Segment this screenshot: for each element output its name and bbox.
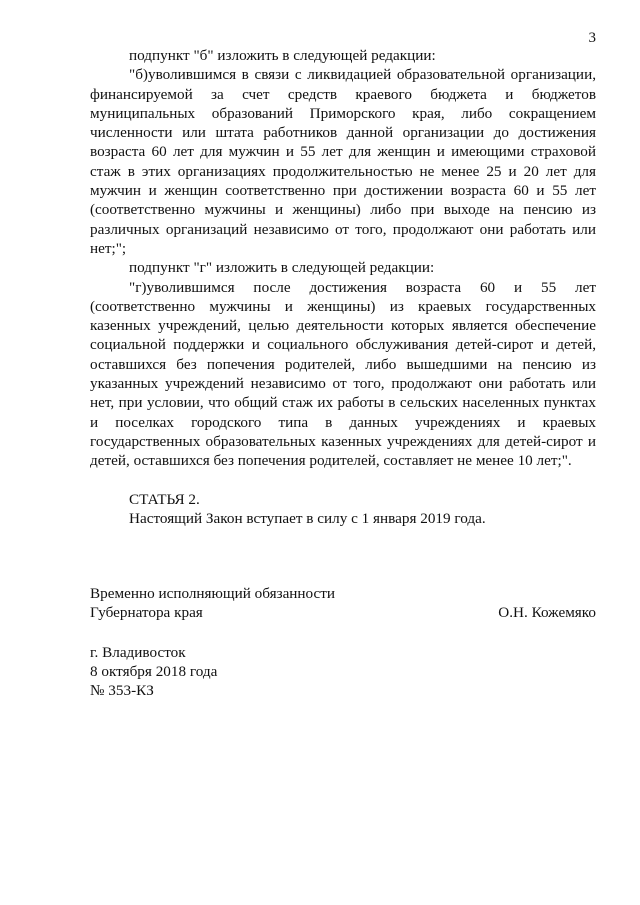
article-text: Настоящий Закон вступает в силу с 1 января 2019 года. <box>129 509 486 527</box>
law-number: № 353-КЗ <box>90 682 154 700</box>
place-date-block <box>90 643 596 701</box>
text-line: детей, оставшихся без попечения родителей, составляет не менее 10 лет;". <box>90 452 572 470</box>
article-2 <box>90 490 596 529</box>
text-line: (соответственно мужчины и женщины) либо при выходе на пенсию из <box>90 201 596 219</box>
text-line: финансируемой за счет средств краевого бюджета и бюджетов <box>90 85 596 103</box>
text-line: указанных учреждений независимо от того, продолжают они работать или <box>90 375 596 393</box>
signature-row <box>90 603 596 622</box>
text-line: численности или штата работников данной организации до достижения <box>90 124 596 142</box>
signatory-name: О.Н. Кожемяко <box>498 604 596 622</box>
amendment-b <box>90 46 596 258</box>
signatory-position-line1: Временно исполняющий обязанности <box>90 585 336 603</box>
text-line: "б)уволившимся в связи с ликвидацией образовательной организации, <box>129 66 596 84</box>
amendment-intro: подпункт "б" изложить в следующей редакции: <box>129 47 436 64</box>
amendment-g <box>90 258 596 470</box>
text-line: возраста 60 лет для мужчин и 55 лет для женщин и имеющими страховой <box>90 143 596 161</box>
text-line: оставшихся без попечения родителей, либо вышедшими на пенсию из <box>90 355 596 373</box>
page-number: 3 <box>588 30 596 46</box>
text-line: государственных образовательных казенных учреждениях для детей-сирот и <box>90 432 596 450</box>
text-line: нет, при условии, что общий стаж их работы в сельских населенных пунктах <box>90 394 596 412</box>
text-line: "г)уволившимся после достижения возраста 60 и 55 лет <box>129 278 596 296</box>
signatory-position-line2: Губернатора края <box>90 604 203 622</box>
article-heading: СТАТЬЯ 2. <box>129 490 200 508</box>
text-line: казенных учреждений, целью деятельности которых является обеспечение <box>90 317 596 335</box>
text-line: социальной поддержки и социального обслуживания детей-сирот и детей, <box>90 336 596 354</box>
text-line: нет;"; <box>90 239 127 257</box>
date: 8 октября 2018 года <box>90 663 218 681</box>
text-line: (соответственно мужчины и женщины) из краевых государственных <box>90 297 596 315</box>
document-body <box>90 46 596 701</box>
signature-block <box>90 584 596 623</box>
city: г. Владивосток <box>90 643 186 661</box>
text-line: различных организаций независимо от того, продолжают они работать или <box>90 220 596 238</box>
text-line: мужчин и женщин соответственно при достижении возраста 60 и 55 лет <box>90 182 596 200</box>
text-line: стаж в этих организациях продолжительностью не менее 25 и 20 лет для <box>90 162 596 180</box>
text-line: и поселках городского типа в данных учреждениях и краевых <box>90 413 596 431</box>
text-line: муниципальных образований Приморского края, либо сокращением <box>90 104 596 122</box>
amendment-intro: подпункт "г" изложить в следующей редакции: <box>129 259 435 277</box>
